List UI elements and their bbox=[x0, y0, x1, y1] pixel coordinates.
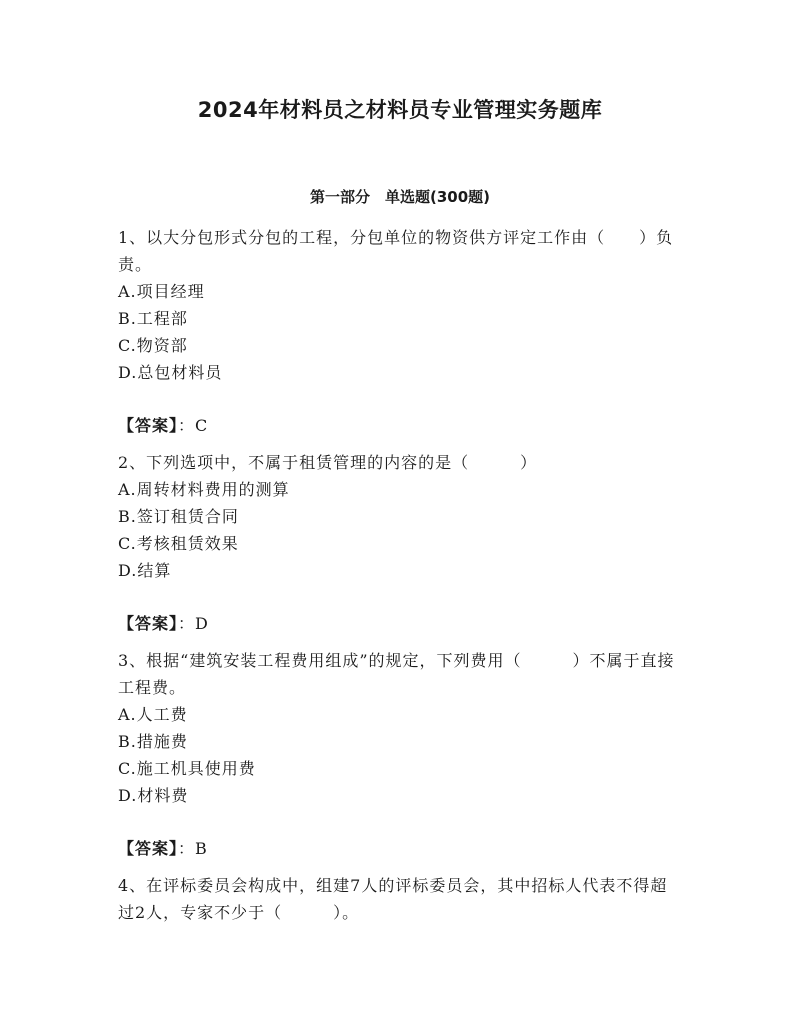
question-list bbox=[118, 224, 684, 926]
section-title: 第一部分 单选题(300题) bbox=[309, 188, 491, 206]
option-b: B.签订租赁合同 bbox=[118, 507, 239, 526]
answer-line bbox=[118, 412, 684, 439]
answer-line bbox=[118, 610, 684, 637]
answer-label: 【答案】 bbox=[118, 416, 179, 435]
option-d: D.总包材料员 bbox=[118, 363, 223, 382]
answer-label: 【答案】 bbox=[118, 614, 179, 633]
question-1 bbox=[118, 224, 684, 439]
option-c: C.施工机具使用费 bbox=[118, 759, 256, 778]
option-a: A.项目经理 bbox=[118, 282, 205, 301]
question-2 bbox=[118, 449, 684, 637]
question-stem: 3、根据“建筑安装工程费用组成”的规定，下列费用（ ）不属于直接工程费。 bbox=[118, 651, 675, 697]
question-3 bbox=[118, 647, 684, 862]
question-stem: 1、以大分包形式分包的工程，分包单位的物资供方评定工作由（ ）负责。 bbox=[118, 228, 674, 274]
question-4 bbox=[118, 872, 684, 926]
option-d: D.结算 bbox=[118, 561, 172, 580]
answer-value: ：C bbox=[178, 416, 209, 435]
option-a: A.人工费 bbox=[118, 705, 188, 724]
option-a: A.周转材料费用的测算 bbox=[118, 480, 290, 499]
answer-value: ：D bbox=[178, 614, 209, 633]
question-stem: 2、下列选项中，不属于租赁管理的内容的是（ ） bbox=[118, 453, 538, 472]
option-b: B.工程部 bbox=[118, 309, 188, 328]
answer-line bbox=[118, 835, 684, 862]
option-c: C.物资部 bbox=[118, 336, 188, 355]
option-c: C.考核租赁效果 bbox=[118, 534, 239, 553]
answer-label: 【答案】 bbox=[118, 839, 179, 858]
answer-value: ：B bbox=[178, 839, 208, 858]
document-title: 2024年材料员之材料员专业管理实务题库 bbox=[197, 98, 603, 122]
option-d: D.材料费 bbox=[118, 786, 189, 805]
question-stem: 4、在评标委员会构成中，组建7人的评标委员会，其中招标人代表不得超过2人，专家不少于（ ）。 bbox=[118, 876, 668, 922]
option-b: B.措施费 bbox=[118, 732, 188, 751]
